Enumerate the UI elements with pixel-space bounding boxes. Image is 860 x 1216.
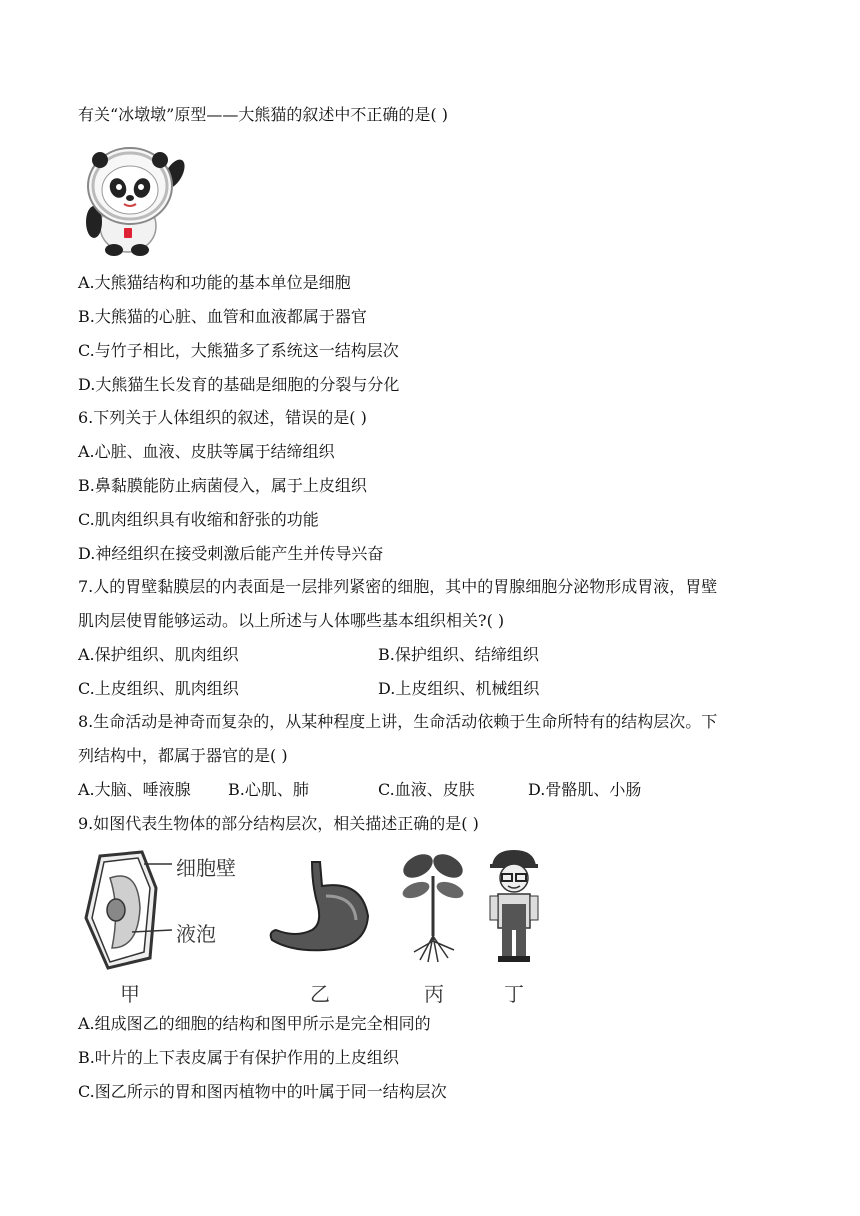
- q9-stem: 9.如图代表生物体的部分结构层次，相关描述正确的是( ): [78, 814, 479, 833]
- q8-stem-line1: 8.生命活动是神奇而复杂的，从某种程度上讲，生命活动依赖于生命所特有的结构层次。下: [78, 712, 718, 731]
- figure-label-jia: 甲: [120, 982, 140, 1006]
- q6-option-c: C.肌肉组织具有收缩和舒张的功能: [78, 510, 319, 529]
- q6-option-a: A.心脏、血液、皮肤等属于结缔组织: [78, 442, 335, 461]
- q7-option-c: C.上皮组织、肌肉组织: [78, 679, 239, 698]
- q5-option-b: B.大熊猫的心脏、血管和血液都属于器官: [78, 307, 367, 326]
- q5-option-a: A.大熊猫结构和功能的基本单位是细胞: [78, 273, 351, 292]
- q5-option-d: D.大熊猫生长发育的基础是细胞的分裂与分化: [78, 375, 400, 394]
- q7-stem-line2: 肌肉层使胃能够运动。以上所述与人体哪些基本组织相关?( ): [78, 611, 505, 630]
- vacuole-label: 液泡: [176, 922, 216, 946]
- q7-option-d: D.上皮组织、机械组织: [378, 679, 540, 698]
- figure-label-ding: 丁: [504, 982, 524, 1006]
- plant-image: [398, 846, 468, 966]
- q7-option-b: B.保护组织、结缔组织: [378, 645, 539, 664]
- stomach-image: [262, 856, 382, 956]
- figure-label-yi: 乙: [310, 982, 330, 1006]
- cell-wall-label: 细胞壁: [176, 856, 236, 880]
- q7-option-a: A.保护组织、肌肉组织: [78, 645, 239, 664]
- person-image: [484, 848, 544, 968]
- figure-label-bing: 丙: [424, 982, 444, 1006]
- q5-option-c: C.与竹子相比，大熊猫多了系统这一结构层次: [78, 341, 399, 360]
- q8-option-c: C.血液、皮肤: [378, 780, 475, 799]
- q8-option-b: B.心肌、肺: [228, 780, 309, 799]
- q7-stem-line1: 7.人的胃壁黏膜层的内表面是一层排列紧密的细胞，其中的胃腺细胞分泌物形成胃液，胃壁: [78, 577, 718, 596]
- q5-stem: 有关“冰墩墩”原型——大熊猫的叙述中不正确的是( ): [78, 105, 448, 124]
- q6-stem: 6.下列关于人体组织的叙述，错误的是( ): [78, 408, 367, 427]
- q8-option-a: A.大脑、唾液腺: [78, 780, 191, 799]
- q9-option-b: B.叶片的上下表皮属于有保护作用的上皮组织: [78, 1048, 399, 1067]
- q8-option-d: D.骨骼肌、小肠: [528, 780, 642, 799]
- q6-option-d: D.神经组织在接受刺激后能产生并传导兴奋: [78, 544, 384, 563]
- q9-option-c: C.图乙所示的胃和图丙植物中的叶属于同一结构层次: [78, 1082, 447, 1101]
- panda-mascot-image: [78, 138, 198, 258]
- q9-option-a: A.组成图乙的细胞的结构和图甲所示是完全相同的: [78, 1014, 431, 1033]
- q8-stem-line2: 列结构中，都属于器官的是( ): [78, 746, 288, 765]
- q6-option-b: B.鼻黏膜能防止病菌侵入，属于上皮组织: [78, 476, 367, 495]
